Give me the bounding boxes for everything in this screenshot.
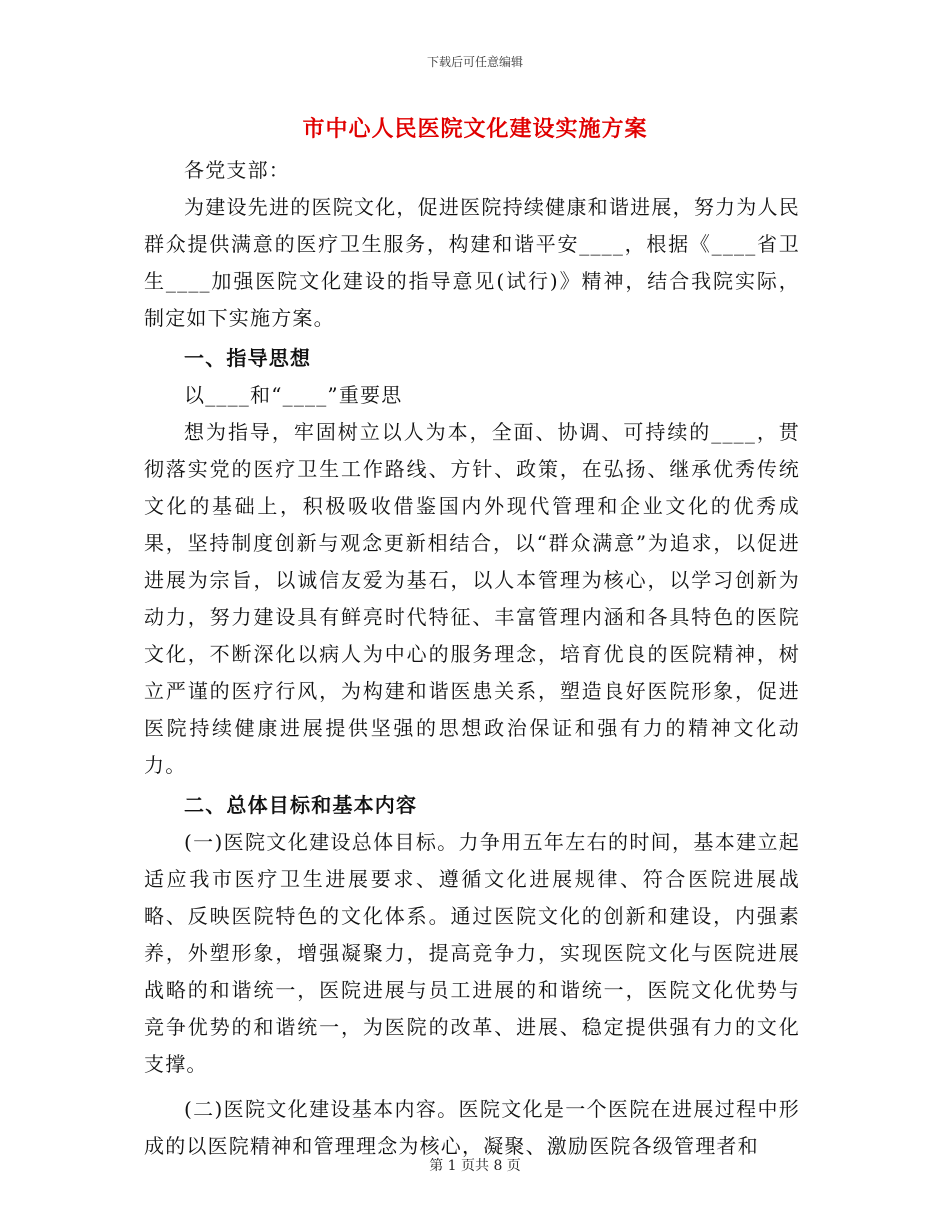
section2-paragraph-goals: (一)医院文化建设总体目标。力争用五年左右的时间，基本建立起适应我市医疗卫生进展要求、遵循文化进展规律、符合医院进展战略、反映医院特色的文化体系。通过医院文化的创新和建设，内强素养，外塑形象，增强凝聚力，提高竞争力，实现医院文化与医院进展战略的和谐统一，医院进展与员工进展的和谐统一，医院文化优势与竞争优势的和谐统一，为医院的改革、进展、稳定提供强有力的文化支撑。 xyxy=(144,830,800,1076)
section1-line: 以____和“____”重要思 xyxy=(184,383,403,407)
section2-paragraph-content: (二)医院文化建设基本内容。医院文化是一个医院在进展过程中形成的以医院精神和管理理念为核心，凝聚、激励医院各级管理者和 xyxy=(144,1097,800,1158)
header-note: 下载后可任意编辑 xyxy=(426,55,523,69)
section-heading-goals-content: 二、总体目标和基本内容 xyxy=(184,793,418,817)
section-heading-guiding-ideology: 一、指导思想 xyxy=(184,346,312,370)
intro-paragraph: 为建设先进的医院文化，促进医院持续健康和谐进展，努力为人民群众提供满意的医疗卫生服务，构建和谐平安____，根据《____省卫生____加强医院文化建设的指导意见(试行)》精神，结合我院实际，制定如下实施方案。 xyxy=(144,195,800,330)
document-body xyxy=(144,152,800,1165)
salutation: 各党支部： xyxy=(184,158,290,182)
page-number-footer: 第 1 页共 8 页 xyxy=(429,1158,521,1174)
document-title: 市中心人民医院文化建设实施方案 xyxy=(302,116,648,142)
section1-paragraph: 想为指导，牢固树立以人为本，全面、协调、可持续的____，贯彻落实党的医疗卫生工作路线、方针、政策，在弘扬、继承优秀传统文化的基础上，积极吸收借鉴国内外现代管理和企业文化的优秀成果，坚持制度创新与观念更新相结合，以“群众满意”为追求，以促进进展为宗旨，以诚信友爱为基石，以人本管理为核心，以学习创新为动力，努力建设具有鲜亮时代特征、丰富管理内涵和各具特色的医院文化，不断深化以病人为中心的服务理念，培育优良的医院精神，树立严谨的医疗行风，为构建和谐医患关系，塑造良好医院形象，促进医院持续健康进展提供坚强的思想政治保证和强有力的精神文化动力。 xyxy=(144,420,800,777)
